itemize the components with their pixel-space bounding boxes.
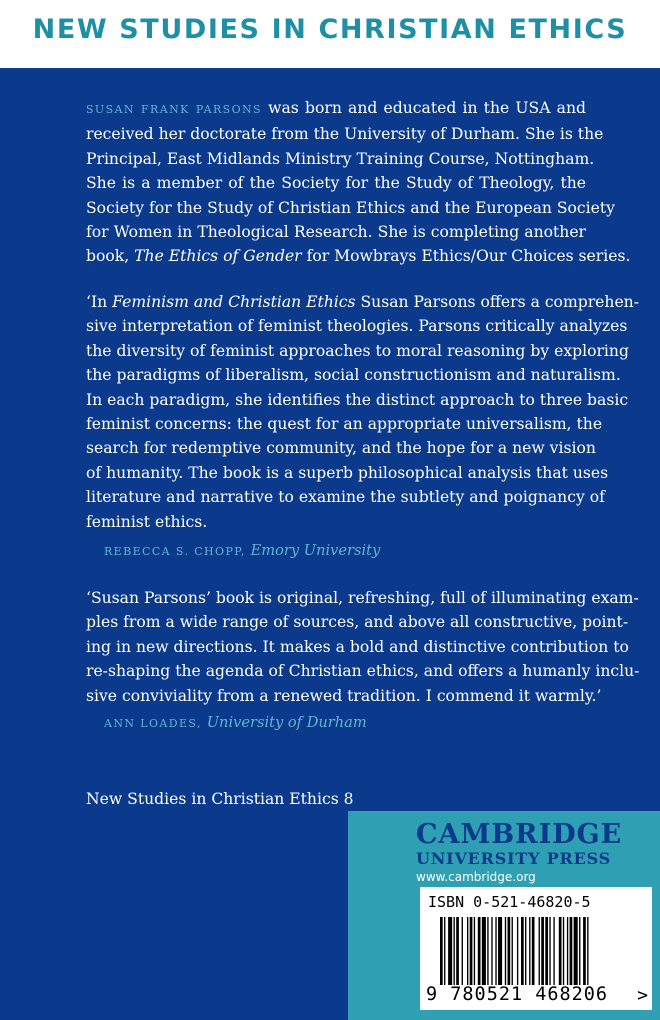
attribution-name: ANN LOADES, xyxy=(104,717,207,730)
bio-line: She is a member of the Society for the Study of Theology, the xyxy=(86,174,586,193)
review-quote-loades xyxy=(86,586,640,708)
quote-line: ples from a wide range of sources, and above all constructive, point- xyxy=(86,613,629,632)
author-bio xyxy=(86,96,631,269)
quote-line: sive conviviality from a renewed tradition. I commend it warmly.’ xyxy=(86,686,602,705)
ean-number: 9 780521 468206 xyxy=(426,984,609,1005)
book-title: Feminism and Christian Ethics xyxy=(112,293,356,311)
attribution-chopp xyxy=(104,540,380,559)
quote-line: sive interpretation of feminist theologies. Parsons critically analyzes xyxy=(86,317,628,336)
attribution-name: REBECCA S. CHOPP, xyxy=(104,545,251,558)
quote-line: feminist concerns: the quest for an appropriate universalism, the xyxy=(86,415,603,434)
attribution-institution: University of Durham xyxy=(206,714,367,731)
quote-line: the paradigms of liberalism, social constructionism and naturalism. xyxy=(86,366,621,385)
publisher-url: www.cambridge.org xyxy=(416,870,536,884)
quote-line: ‘Susan Parsons’ book is original, refreshing, full of illuminating exam- xyxy=(86,589,639,607)
barcode-icon xyxy=(440,917,640,985)
book-title: The Ethics of Gender xyxy=(134,247,302,266)
quote-line: of humanity. The book is a superb philosophical analysis that uses xyxy=(86,463,609,482)
ean-guard: > xyxy=(637,985,648,1006)
quote-line: the diversity of feminist approaches to moral reasoning by exploring xyxy=(86,341,629,360)
quote-line: In each paradigm, she identifies the distinct approach to three basic xyxy=(86,390,629,409)
review-quote-chopp xyxy=(86,290,639,534)
series-header xyxy=(0,0,660,68)
isbn-label: ISBN 0-521-46820-5 xyxy=(428,893,591,911)
quote-line: ing in new directions. It makes a bold and distinctive contribution to xyxy=(86,637,629,656)
bio-line: Principal, East Midlands Ministry Training Course, Nottingham. xyxy=(86,149,595,168)
quote-line: search for redemptive community, and the hope for a new vision xyxy=(86,439,596,458)
quote-line: re-shaping the agenda of Christian ethics, and offers a humanly inclu- xyxy=(86,662,640,681)
barcode-box xyxy=(420,887,652,1010)
series-title: NEW STUDIES IN CHRISTIAN ETHICS xyxy=(32,14,628,45)
publisher-panel xyxy=(348,811,660,1020)
attribution-loades xyxy=(104,712,367,731)
attribution-institution: Emory University xyxy=(250,542,381,559)
bio-line: SUSAN FRANK PARSONS was born and educated in the USA and xyxy=(86,99,586,117)
quote-line: ‘In Feminism and Christian Ethics Susan Parsons offers a comprehen- xyxy=(86,293,639,311)
author-name: SUSAN FRANK PARSONS xyxy=(86,103,262,116)
series-number: New Studies in Christian Ethics 8 xyxy=(86,790,354,808)
quote-line: feminist ethics. xyxy=(86,512,208,531)
publisher-logo-press: UNIVERSITY PRESS xyxy=(416,849,611,868)
publisher-logo-name: CAMBRIDGE xyxy=(416,819,623,850)
bio-line: for Women in Theological Research. She is completing another xyxy=(86,223,586,242)
bio-line: Society for the Study of Christian Ethics and the European Society xyxy=(86,198,615,217)
bio-line: book, The Ethics of Gender for Mowbrays Ethics/Our Choices series. xyxy=(86,247,631,266)
bio-line: received her doctorate from the University of Durham. She is the xyxy=(86,125,604,144)
quote-line: literature and narrative to examine the subtlety and poignancy of xyxy=(86,488,605,507)
